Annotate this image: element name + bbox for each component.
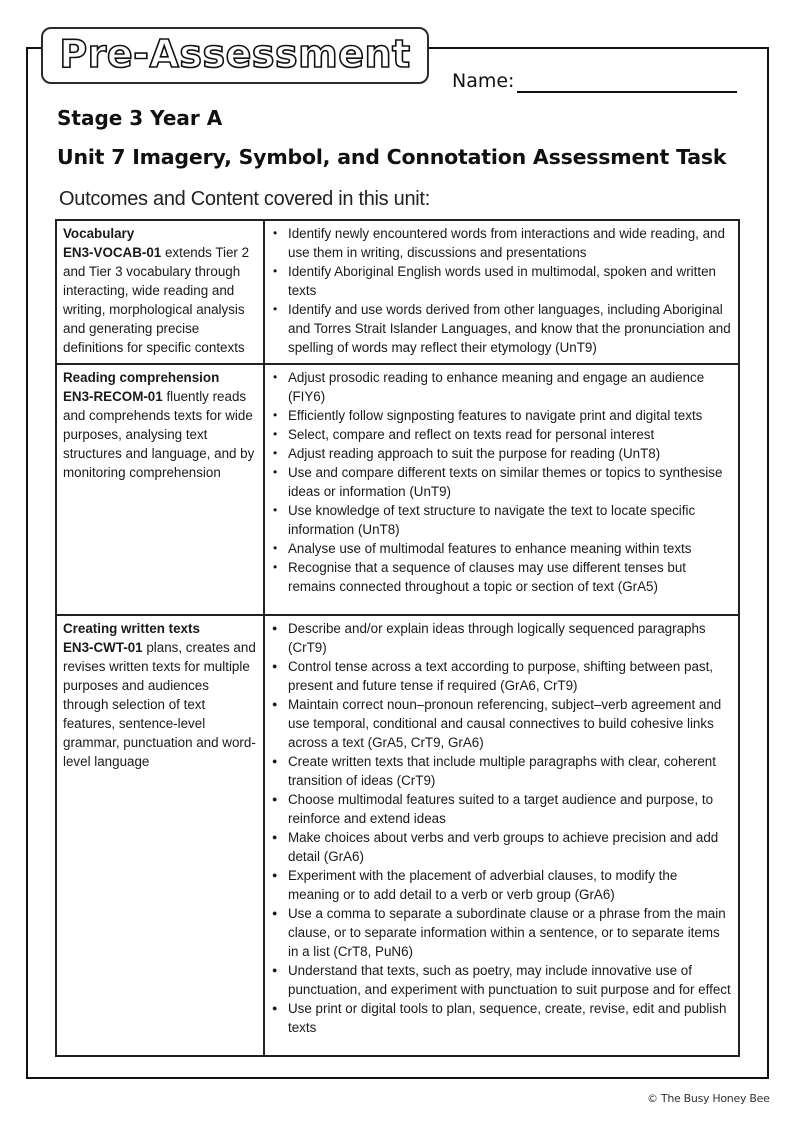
outcome-code: EN3-RECOM-01 (63, 389, 163, 404)
outcome-cell (56, 220, 264, 364)
list-item: • Select, compare and reflect on texts read for personal interest (271, 425, 732, 444)
outcome-description (63, 638, 257, 771)
list-item: ● Create written texts that include multiple paragraphs with clear, coherent transition of ideas (CrT9) (271, 752, 732, 790)
list-item: ● Maintain correct noun–pronoun referencing, subject–verb agreement and use temporal, conditional and causal connectives to build cohesive links across a text (GrA5, CrT9, GrA6) (271, 695, 732, 752)
list-item: • Identify and use words derived from other languages, including Aboriginal and Torres Strait Islander Languages, and know that the pronunciation and spelling of words may reflect their etymology (UnT9) (271, 300, 732, 357)
outcomes-table (55, 219, 740, 1057)
list-item: • Use and compare different texts on similar themes or topics to synthesise ideas or information (UnT9) (271, 463, 732, 501)
pre-assessment-banner (41, 27, 429, 84)
list-item: • Identify Aboriginal English words used in multimodal, spoken and written texts (271, 262, 732, 300)
list-item: • Adjust reading approach to suit the purpose for reading (UnT8) (271, 444, 732, 463)
content-list (271, 224, 732, 357)
list-item: • Use knowledge of text structure to navigate the text to locate specific information (UnT8) (271, 501, 732, 539)
table-row (56, 364, 739, 615)
outcome-text: fluently reads and comprehends texts for wide purposes, analysing text structures and language, and by monitoring comprehension (63, 389, 255, 480)
copyright-notice: © The Busy Honey Bee (647, 1092, 770, 1105)
content-cell (264, 615, 739, 1056)
list-item: ● Use a comma to separate a subordinate clause or a phrase from the main clause, or to separate information within a sentence, or to separate items in a list (CrT8, PuN6) (271, 904, 732, 961)
area-title: Vocabulary (63, 226, 135, 241)
list-item: • Efficiently follow signposting features to navigate print and digital texts (271, 406, 732, 425)
outcome-text: plans, creates and revises written texts for multiple purposes and audiences through selection of text features, sentence-level grammar, punctuation and word-level language (63, 640, 256, 769)
list-item: ● Use print or digital tools to plan, sequence, create, revise, edit and publish texts (271, 999, 732, 1037)
table-row (56, 220, 739, 364)
content-cell (264, 364, 739, 615)
outcome-code: EN3-CWT-01 (63, 640, 143, 655)
content-cell (264, 220, 739, 364)
list-item: ● Control tense across a text according to purpose, shifting between past, present and future tense if required (GrA6, CrT9) (271, 657, 732, 695)
outcome-cell (56, 615, 264, 1056)
name-label: Name: (452, 70, 515, 92)
list-item: ● Experiment with the placement of adverbial clauses, to modify the meaning or to add detail to a verb or verb group (GrA6) (271, 866, 732, 904)
outcome-text: extends Tier 2 and Tier 3 vocabulary through interacting, wide reading and writing, morphological analysis and generating precise definitions for specific contexts (63, 245, 250, 355)
area-title: Reading comprehension (63, 370, 220, 385)
list-item: • Identify newly encountered words from interactions and wide reading, and use them in writing, discussions and presentations (271, 224, 732, 262)
table-row (56, 615, 739, 1056)
list-item: • Adjust prosodic reading to enhance meaning and engage an audience (FIY6) (271, 368, 732, 406)
outcomes-heading: Outcomes and Content covered in this unit: (59, 188, 430, 210)
list-item: • Recognise that a sequence of clauses may use different tenses but remains connected throughout a topic or section of text (GrA5) (271, 558, 732, 596)
list-item: • Analyse use of multimodal features to enhance meaning within texts (271, 539, 732, 558)
list-item: ● Describe and/or explain ideas through logically sequenced paragraphs (CrT9) (271, 619, 732, 657)
list-item: ● Choose multimodal features suited to a target audience and purpose, to reinforce and extend ideas (271, 790, 732, 828)
outcome-code: EN3-VOCAB-01 (63, 245, 162, 260)
outcome-cell (56, 364, 264, 615)
list-item: ● Understand that texts, such as poetry, may include innovative use of punctuation, and experiment with punctuation to suit purpose and for effect (271, 961, 732, 999)
outcome-description (63, 387, 257, 482)
name-field-line[interactable] (517, 91, 737, 93)
content-list (271, 368, 732, 596)
stage-heading: Stage 3 Year A (57, 106, 223, 130)
unit-title: Unit 7 Imagery, Symbol, and Connotation Assessment Task (57, 145, 727, 169)
content-list (271, 619, 732, 1037)
outcome-description (63, 243, 257, 357)
area-title: Creating written texts (63, 621, 200, 636)
list-item: ● Make choices about verbs and verb groups to achieve precision and add detail (GrA6) (271, 828, 732, 866)
banner-title: Pre-Assessment (59, 31, 411, 76)
